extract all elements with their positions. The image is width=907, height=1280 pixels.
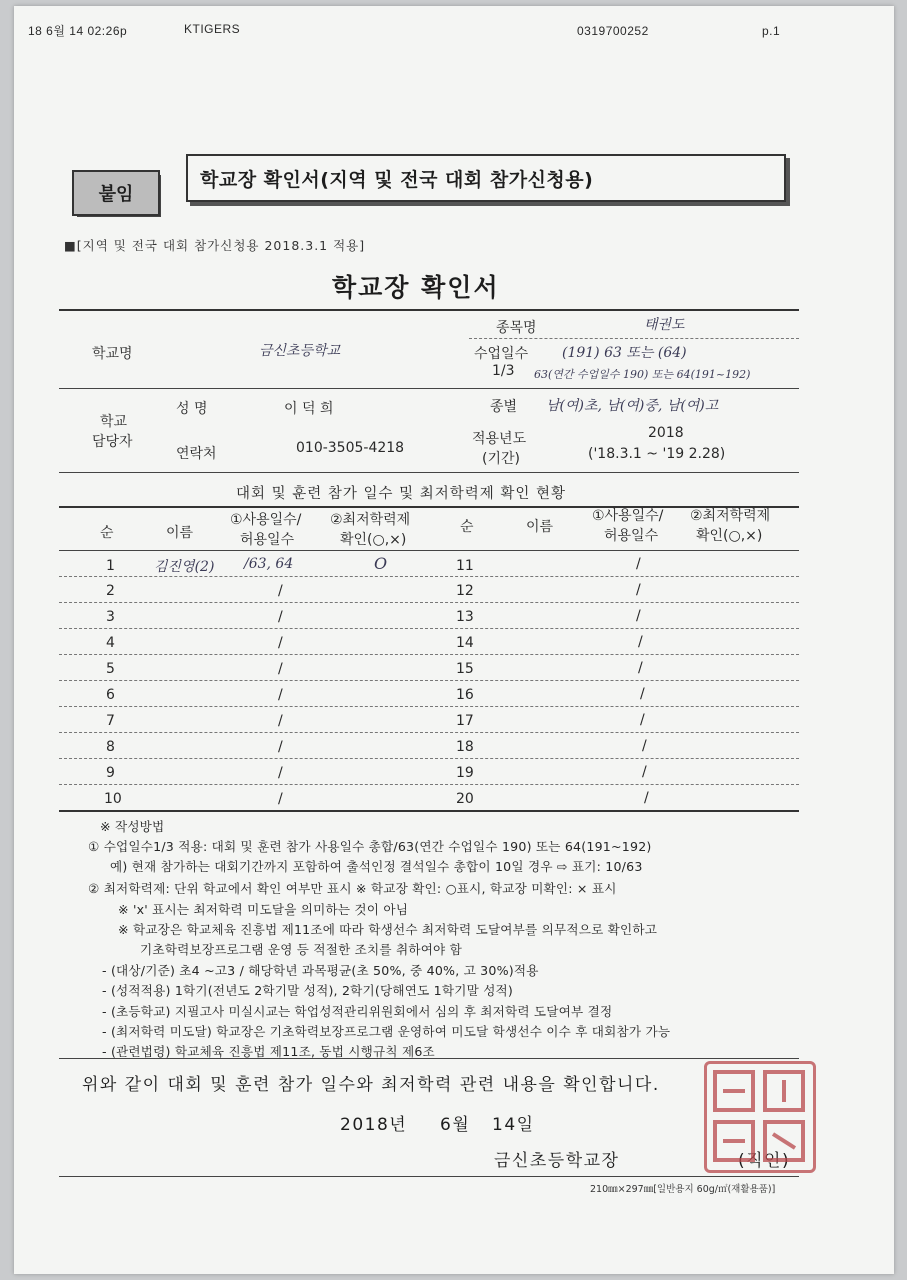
name-value: 이 덕 희: [284, 401, 334, 417]
row-line: [59, 576, 799, 577]
row-no: 2: [106, 583, 115, 599]
row-no: 18: [456, 739, 474, 755]
row-days: /: [642, 738, 647, 754]
row-days: /63, 64: [244, 556, 294, 572]
gender-label: 종별: [490, 399, 518, 415]
row-days: /: [636, 582, 641, 598]
header-check-right-2: 확인(○,×): [696, 528, 763, 544]
row-no: 17: [456, 713, 474, 729]
status-title: 대회 및 훈련 참가 일수 및 최저학력제 확인 현황: [236, 486, 567, 502]
seal-label: (직인): [738, 1151, 791, 1171]
row-no: 20: [456, 791, 474, 807]
school-label: 학교명: [92, 346, 133, 362]
paper-spec: 210㎜×297㎜[일반용지 60g/㎡(재활용품)]: [590, 1184, 776, 1195]
row-no: 10: [104, 791, 122, 807]
header-days-right-2: 허용일수: [604, 528, 659, 544]
row-days: /: [278, 609, 283, 625]
header-name-right: 이름: [526, 519, 554, 535]
row-no: 16: [456, 687, 474, 703]
days-note: 63(연간 수업일수 190) 또는 64(191~192): [534, 368, 751, 381]
fax-datetime: 18 6월 14 02:26p: [28, 24, 128, 38]
row-days: /: [644, 790, 649, 806]
period-value: ('18.3.1 ~ '19 2.28): [588, 446, 726, 462]
note-7: - (대상/기준) 초4 ~고3 / 해당학년 과목평균(초 50%, 중 40%, 고 30%)적용: [102, 963, 539, 978]
row-no: 9: [106, 765, 115, 781]
row-no: 4: [106, 635, 115, 651]
signer: 금신초등학교장: [494, 1151, 620, 1171]
row-days: /: [640, 686, 645, 702]
school-value: 금신초등학교: [259, 343, 341, 359]
contact-value: 010-3505-4218: [296, 440, 405, 456]
row-no: 12: [456, 583, 474, 599]
info-divider: [469, 338, 799, 339]
row-days: /: [278, 765, 283, 781]
document-page: [14, 6, 894, 1274]
seal-pattern-icon: [707, 1064, 813, 1170]
table-top-line: [59, 506, 799, 508]
staff-label-1: 학교: [100, 414, 128, 430]
row-line: [59, 784, 799, 785]
row-no: 5: [106, 661, 115, 677]
info-mid-line: [59, 388, 799, 389]
note-8: - (성적적용) 1학기(전년도 2학기말 성적), 2학기(당해연도 1학기말 성적): [102, 983, 514, 998]
row-line: [59, 628, 799, 629]
row-no: 15: [456, 661, 474, 677]
header-days-right-1: ①사용일수/: [592, 508, 664, 524]
attachment-tag: 붙임: [72, 170, 160, 216]
row-line: [59, 732, 799, 733]
gender-value: 남(여)초, 남(여)중, 남(여)고: [546, 398, 719, 414]
fax-sender: KTIGERS: [184, 22, 241, 36]
row-line: [59, 758, 799, 759]
days-label: 수업일수: [474, 346, 529, 362]
date-year: 2018년: [340, 1115, 408, 1135]
row-no: 1: [106, 558, 115, 574]
form-title: 학교장 확인서: [332, 273, 500, 302]
staff-label-2: 담당자: [92, 434, 133, 450]
row-no: 19: [456, 765, 474, 781]
info-bottom-line: [59, 472, 799, 473]
row-days: /: [638, 660, 643, 676]
row-no: 8: [106, 739, 115, 755]
note-3: ② 최저학력제: 단위 학교에서 확인 여부만 표시 ※ 학교장 확인: ○표시, 학교장 미확인: × 표시: [88, 881, 617, 896]
date-day: 14일: [492, 1115, 535, 1135]
row-line: [59, 680, 799, 681]
table-header-line: [59, 550, 799, 551]
notes-heading: ※ 작성방법: [100, 819, 165, 834]
fax-phone: 0319700252: [577, 24, 649, 38]
row-days: /: [278, 713, 283, 729]
note-2: 예) 현재 참가하는 대회기간까지 포함하여 출석인정 결석일수 총합이 10일 경우 ⇨ 표기: 10/63: [110, 859, 643, 874]
header-days-left-2: 허용일수: [240, 532, 295, 548]
row-no: 3: [106, 609, 115, 625]
header-no-right: 순: [460, 519, 474, 535]
row-days: /: [278, 583, 283, 599]
row-days: /: [278, 661, 283, 677]
row-days: /: [278, 791, 283, 807]
official-seal: [704, 1061, 816, 1173]
name-label: 성 명: [176, 401, 208, 417]
days-fraction-label: 1/3: [492, 363, 515, 379]
header-days-left-1: ①사용일수/: [230, 512, 302, 528]
row-no: 11: [456, 558, 474, 574]
year-value: 2018: [648, 425, 684, 441]
row-days: /: [636, 608, 641, 624]
sport-value: 태권도: [644, 317, 685, 333]
row-days: /: [642, 764, 647, 780]
sport-label: 종목명: [496, 320, 537, 336]
row-days: /: [638, 634, 643, 650]
row-no: 14: [456, 635, 474, 651]
header-check-left-1: ②최저학력제: [330, 512, 411, 528]
note-9: - (초등학교) 지필고사 미실시교는 학업성적관리위원회에서 심의 후 최저학력 도달여부 결정: [102, 1004, 613, 1019]
row-days: /: [278, 635, 283, 651]
confirmation-text: 위와 같이 대회 및 훈련 참가 일수와 최저학력 관련 내용을 확인합니다.: [82, 1075, 660, 1095]
document-heading: 학교장 확인서(지역 및 전국 대회 참가신청용): [186, 154, 786, 202]
note-10: - (최저학력 미도달) 학교장은 기초학력보장프로그램 운영하여 미도달 학생선수 이수 후 대회참가 가능: [102, 1024, 671, 1039]
row-line: [59, 654, 799, 655]
row-no: 6: [106, 687, 115, 703]
info-top-line: [59, 309, 799, 311]
form-note: ■[지역 및 전국 대회 참가신청용 2018.3.1 적용]: [64, 238, 366, 253]
note-1: ① 수업일수1/3 적용: 대회 및 훈련 참가 사용일수 총합/63(연간 수업일수 190) 또는 64(191~192): [88, 839, 652, 854]
contact-label: 연락처: [176, 446, 217, 462]
note-5: ※ 학교장은 학교체육 진흥법 제11조에 따라 학생선수 최저학력 도달여부를 의무적으로 확인하고: [118, 922, 658, 937]
header-no-left: 순: [100, 525, 114, 541]
note-6: 기초학력보장프로그램 운영 등 적절한 조치를 취하여야 함: [140, 942, 462, 957]
header-check-right-1: ②최저학력제: [690, 508, 771, 524]
row-check: O: [374, 554, 388, 573]
note-4: ※ 'x' 표시는 최저학력 미도달을 의미하는 것이 아님: [118, 902, 409, 917]
period-label: (기간): [482, 451, 520, 467]
row-no: 13: [456, 609, 474, 625]
row-days: /: [640, 712, 645, 728]
row-days: /: [278, 739, 283, 755]
row-days: /: [278, 687, 283, 703]
days-value: (191) 63 또는 (64): [562, 345, 687, 361]
row-line: [59, 602, 799, 603]
row-name: 김진영(2): [154, 559, 215, 575]
year-label: 적용년도: [472, 431, 527, 447]
fax-page: p.1: [762, 24, 781, 38]
row-no: 7: [106, 713, 115, 729]
footer-line: [59, 1176, 799, 1177]
table-bottom-line: [59, 810, 799, 812]
header-name-left: 이름: [166, 525, 194, 541]
row-line: [59, 706, 799, 707]
notes-bottom-line: [59, 1058, 799, 1059]
note-11: - (관련법령) 학교체육 진흥법 제11조, 동법 시행규칙 제6조: [102, 1044, 435, 1059]
header-check-left-2: 확인(○,×): [340, 532, 407, 548]
date-month: 6월: [440, 1115, 471, 1135]
row-days: /: [636, 556, 641, 572]
